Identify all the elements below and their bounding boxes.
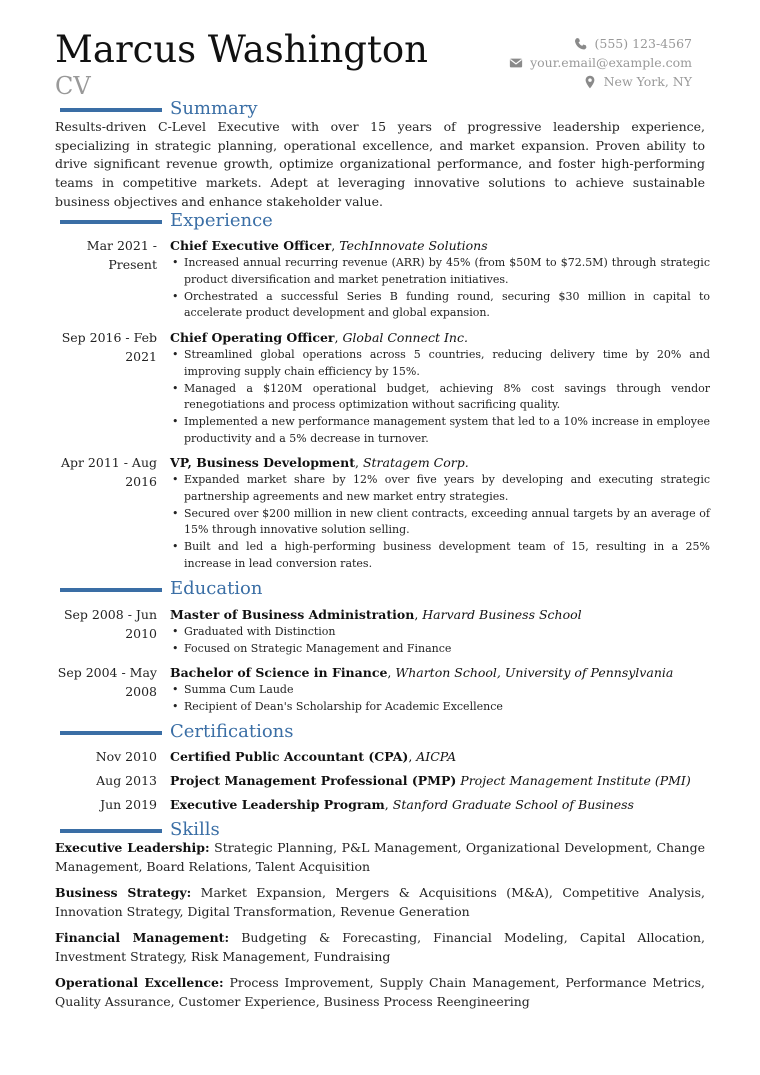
certification-title: Executive Leadership Program <box>170 797 385 812</box>
section-summary <box>60 98 700 120</box>
contact-info <box>509 34 692 91</box>
bullet-list <box>170 347 710 448</box>
certification-title: Certified Public Accountant (CPA) <box>170 749 409 764</box>
bullet-list <box>170 255 710 322</box>
company-name: Stratagem Corp. <box>362 455 469 470</box>
entry-heading: Executive Leadership Program, Stanford Graduate School of Business <box>170 797 634 812</box>
entry-date: Aug 2013 <box>96 773 157 788</box>
entry-heading: Chief Executive Officer, TechInnovate Solutions <box>170 238 488 253</box>
skill-label: Operational Excellence: <box>55 975 224 990</box>
section-rule <box>60 588 162 592</box>
job-title: Chief Operating Officer <box>170 330 335 345</box>
section-experience <box>60 210 700 232</box>
skill-label: Executive Leadership: <box>55 840 210 855</box>
section-rule <box>60 220 162 224</box>
bullet-item: • Orchestrated a successful Series B funding round, securing $30 million in capital to accelerate product development and global expansion. <box>170 289 710 323</box>
summary-text: Results-driven C-Level Executive with over 15 years of progressive leadership experience, specializing in strategic planning, operational excellence, and market expansion. Proven ability to drive significant revenue growth, optimize organizational performance, and foster high-performing teams in competitive markets. Adept at leveraging innovative solutions to achieve sustainable business objectives and enhance stakeholder value. <box>55 119 705 209</box>
degree-title: Bachelor of Science in Finance <box>170 665 388 680</box>
skill-text: Process Improvement, Supply Chain Management, Performance Metrics, Quality Assurance, Customer Experience, Business Process Reengineering <box>55 975 705 1009</box>
contact-phone <box>509 34 692 53</box>
school-name: Harvard Business School <box>422 607 582 622</box>
entry-date: Sep 2008 - Jun 2010 <box>63 607 157 641</box>
entry-date: Sep 2016 - Feb 2021 <box>61 330 157 364</box>
entry-heading: Chief Operating Officer, Global Connect Inc. <box>170 330 468 345</box>
phone-icon <box>574 37 588 51</box>
section-certifications <box>60 721 700 743</box>
entry-heading: Certified Public Accountant (CPA), AICPA <box>170 749 457 764</box>
section-title: Education <box>170 578 263 599</box>
skill-group <box>55 839 705 876</box>
candidate-name: Marcus Washington <box>55 28 428 71</box>
section-education <box>60 578 700 600</box>
issuer-name: AICPA <box>416 749 457 764</box>
bullet-item: • Focused on Strategic Management and Finance <box>170 641 710 658</box>
job-title: VP, Business Development <box>170 455 355 470</box>
bullet-item: • Graduated with Distinction <box>170 624 710 641</box>
bullet-item: • Increased annual recurring revenue (ARR) by 45% (from $50M to $72.5M) through strategic product diversification and market penetration initiatives. <box>170 255 710 289</box>
section-rule <box>60 731 162 735</box>
contact-email <box>509 53 692 72</box>
skill-label: Business Strategy: <box>55 885 192 900</box>
email-address[interactable]: your.email@example.com <box>530 55 692 70</box>
skill-text: Strategic Planning, P&L Management, Organizational Development, Change Management, Board Relations, Talent Acquisition <box>55 840 705 874</box>
section-rule <box>60 108 162 112</box>
entry-heading: VP, Business Development, Stratagem Corp. <box>170 455 469 470</box>
certification-entry <box>55 795 735 814</box>
bullet-list <box>170 624 710 658</box>
entry-date: Nov 2010 <box>95 749 157 764</box>
section-title: Summary <box>170 98 258 119</box>
phone-number[interactable]: (555) 123-4567 <box>594 36 692 51</box>
section-title: Certifications <box>170 721 294 742</box>
skill-group <box>55 884 705 921</box>
bullet-item: • Expanded market share by 12% over five years by developing and executing strategic partnership agreements and new market entry strategies. <box>170 472 710 506</box>
section-title: Experience <box>170 210 273 231</box>
skill-group <box>55 929 705 966</box>
school-name: Wharton School, University of Pennsylvania <box>395 665 674 680</box>
envelope-icon <box>509 56 523 70</box>
company-name: Global Connect Inc. <box>342 330 468 345</box>
entry-date: Jun 2019 <box>100 797 157 812</box>
issuer-name: Project Management Institute (PMI) <box>460 773 691 788</box>
bullet-item: • Implemented a new performance management system that led to a 10% increase in employee productivity and a 5% decrease in turnover. <box>170 414 710 448</box>
bullet-list <box>170 682 710 716</box>
entry-heading: Bachelor of Science in Finance, Wharton School, University of Pennsylvania <box>170 665 674 680</box>
map-pin-icon <box>583 75 597 89</box>
issuer-name: Stanford Graduate School of Business <box>392 797 634 812</box>
company-name: TechInnovate Solutions <box>339 238 488 253</box>
section-title: Skills <box>170 819 220 840</box>
job-title: Chief Executive Officer <box>170 238 332 253</box>
entry-heading <box>170 771 691 790</box>
skill-text: Budgeting & Forecasting, Financial Modeling, Capital Allocation, Investment Strategy, Risk Management, Fundraising <box>55 930 705 964</box>
certification-entry <box>55 771 735 790</box>
entry-heading: Master of Business Administration, Harvard Business School <box>170 607 582 622</box>
entry-date: Sep 2004 - May 2008 <box>57 665 157 699</box>
bullet-item: • Secured over $200 million in new client contracts, exceeding annual targets by an average of 15% through innovative solution selling. <box>170 506 710 540</box>
bullet-item: • Managed a $120M operational budget, achieving 8% cost savings through vendor renegotiations and process optimization without sacrificing quality. <box>170 381 710 415</box>
skill-group <box>55 974 705 1011</box>
certification-title: Project Management Professional (PMP) <box>170 773 457 788</box>
bullet-list <box>170 472 710 573</box>
bullet-item: • Summa Cum Laude <box>170 682 710 699</box>
skill-text: Market Expansion, Mergers & Acquisitions (M&A), Competitive Analysis, Innovation Strategy, Digital Transformation, Revenue Generation <box>55 885 705 919</box>
degree-title: Master of Business Administration <box>170 607 415 622</box>
certification-entry <box>55 747 735 766</box>
section-rule <box>60 829 162 833</box>
bullet-item: • Built and led a high-performing business development team of 15, resulting in a 25% increase in lead conversion rates. <box>170 539 710 573</box>
contact-location <box>509 72 692 91</box>
location-text: New York, NY <box>603 74 692 89</box>
document-subtitle: CV <box>55 72 91 100</box>
skill-label: Financial Management: <box>55 930 230 945</box>
entry-date: Apr 2011 - Aug 2016 <box>60 455 157 489</box>
bullet-item: • Recipient of Dean's Scholarship for Academic Excellence <box>170 699 710 716</box>
entry-date: Mar 2021 - Present <box>86 238 157 272</box>
bullet-item: • Streamlined global operations across 5 countries, reducing delivery time by 20% and improving supply chain efficiency by 15%. <box>170 347 710 381</box>
section-skills <box>60 819 700 841</box>
